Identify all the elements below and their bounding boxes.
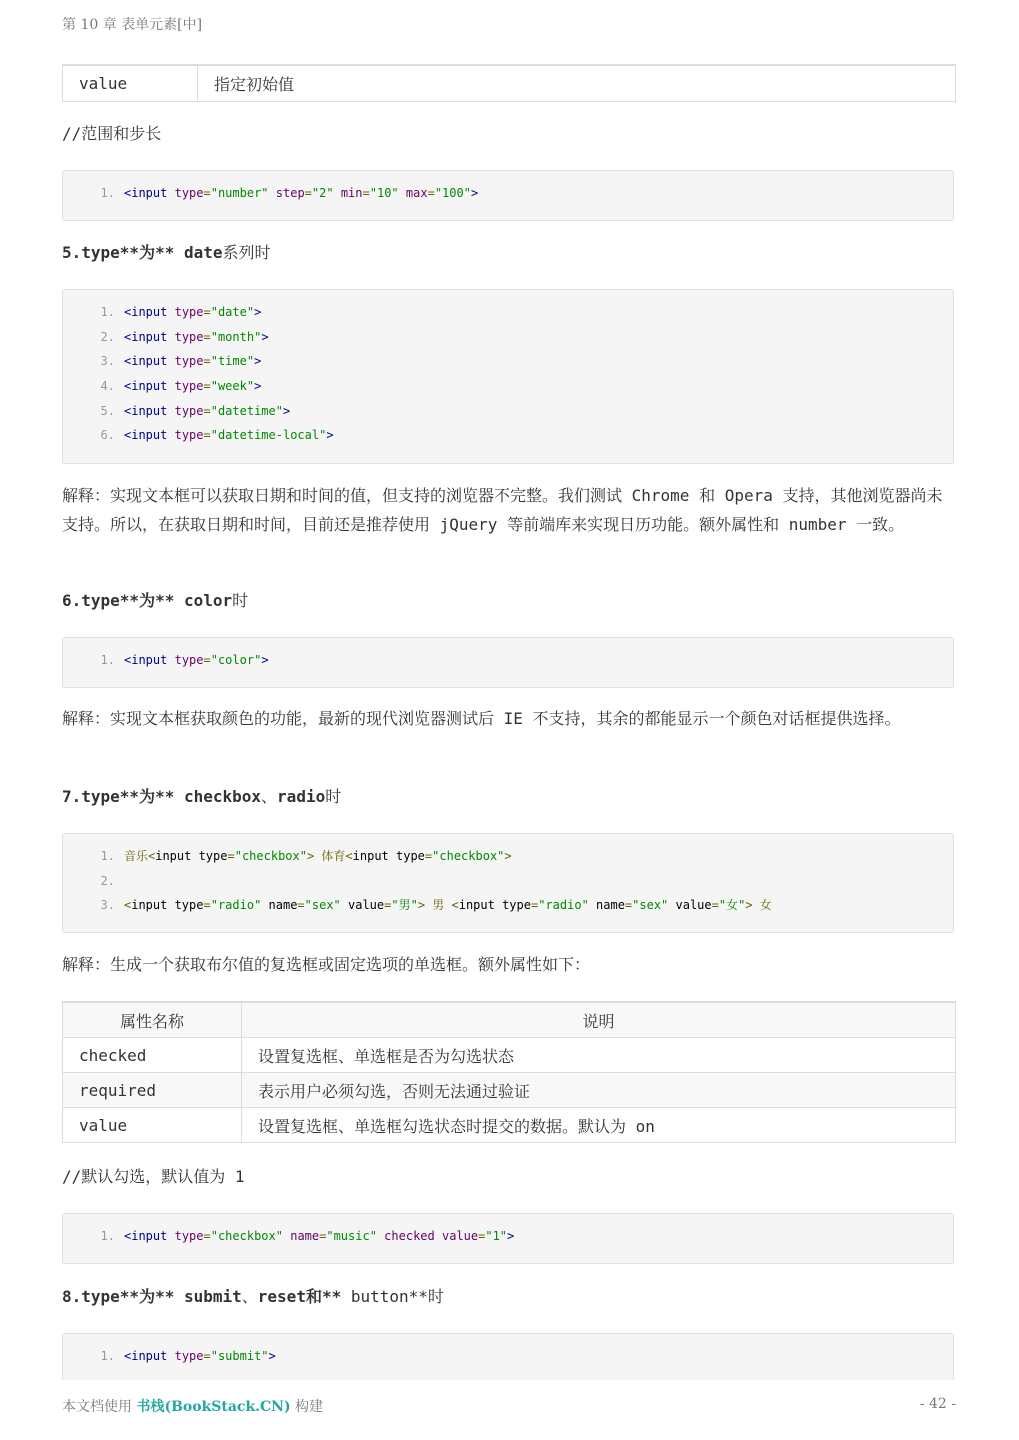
code-token: "10" [369,186,399,200]
code-token: > [254,379,262,394]
code-line [63,374,953,399]
table-row [63,1073,956,1108]
code-token: min [340,186,363,200]
attr-name-cell: required [63,1073,242,1108]
code-token [167,428,174,442]
code-token: <input [124,186,168,200]
code-block-date [62,289,954,464]
heading-date-prefix: 5.type**为** date [62,243,223,262]
code-token: "100" [434,186,471,200]
attr-name-cell: value [63,65,198,101]
code-token: checked [384,1229,435,1243]
code-token [167,404,174,418]
explain-checkbox: 解释：生成一个获取布尔值的复选框或固定选项的单选框。额外属性如下： [62,955,591,974]
code-token: input type [155,849,228,863]
code-line [63,423,953,448]
code-token: value [668,898,712,913]
code-token: <input [124,653,168,667]
code-token [167,186,174,200]
code-token: "checkbox" [432,849,505,863]
code-token: type [174,428,204,443]
code-token: type [174,329,204,344]
code-block-checked [62,1213,954,1264]
line-number: 1. [100,849,115,863]
code-token [334,186,341,200]
code-token: <input [124,403,168,418]
code-token [167,330,174,344]
heading-checkbox-radio: radio [277,787,326,806]
attr-desc-cell: 指定初始值 [198,65,956,101]
explain-color: 解释：实现文本框获取颜色的功能，最新的现代浏览器测试后 IE 不支持，其余的都能显示一个颜色对话框提供选择。 [62,709,901,728]
code-token: "radio" [538,898,589,913]
line-number: 1. [100,1349,115,1363]
code-token: = [624,898,633,913]
line-number: 2. [100,329,115,344]
attr-desc-cell: 设置复选框、单选框是否为勾选状态 [242,1038,956,1073]
code-token: max [405,186,428,200]
code-token: > [507,1229,515,1243]
code-line [63,349,953,374]
code-token: "sex" [632,898,669,913]
attr-name-cell: value [63,1108,242,1143]
heading-submit-sep: 、 [241,1287,258,1306]
heading-checkbox-prefix: 7.type**为** checkbox [62,787,262,806]
code-token: value [441,1229,479,1243]
attribute-table [62,1001,956,1143]
code-token: > [254,305,262,319]
code-line [63,844,953,869]
heading-color [62,588,248,611]
code-token [435,1229,442,1243]
code-token: "2" [311,186,334,200]
line-number: 1. [100,1229,115,1243]
heading-submit-prefix: 8.type**为** submit [62,1287,242,1306]
footer-prefix: 本文档使用 [62,1399,137,1415]
code-token: = [203,653,211,667]
code-token: "month" [210,329,262,344]
code-token: <input [124,305,168,319]
code-token: input type [458,898,531,913]
code-line [63,1344,953,1369]
code-line [63,300,953,325]
code-token: "submit" [210,1349,269,1363]
code-token: = [203,354,211,369]
code-token: > [470,186,479,200]
code-token: "checkbox" [234,849,307,863]
code-token: step [275,186,305,200]
code-token: <input [124,1349,168,1363]
code-token: "time" [210,354,255,369]
code-token: = [203,428,211,443]
line-number: 5. [100,403,115,418]
code-token: = [424,849,433,863]
code-token: "music" [326,1229,377,1243]
chapter-header: 第 10 章 表单元素[中] [62,17,203,33]
line-number: 6. [100,428,115,443]
code-token [167,1229,174,1243]
code-token: <input [124,428,168,443]
footer-brand-link[interactable]: 书栈(BookStack.CN) [136,1399,291,1415]
code-token: "color" [210,653,262,667]
code-token [167,653,174,667]
line-number: 1. [100,186,115,200]
code-line [63,399,953,424]
code-line [63,1224,953,1249]
code-token: = [530,898,539,913]
code-token: "datetime" [210,403,283,418]
code-line [63,648,953,673]
code-line [63,869,953,894]
heading-submit-and: 和** [305,1287,342,1306]
code-token: = [427,186,435,200]
code-token: type [174,379,204,394]
code-token: > 体育< [306,849,353,863]
heading-date [62,240,271,263]
heading-submit [62,1284,444,1307]
attr-desc-cell: 设置复选框、单选框勾选状态时提交的数据。默认为 on [242,1108,956,1143]
page-number: - 42 - [919,1396,956,1412]
code-token: > [254,354,262,369]
code-token: "week" [210,379,255,394]
code-token: name [588,898,625,913]
heading-checkbox-suffix: 时 [325,787,342,806]
code-token: = [304,186,312,200]
attribute-table-top [62,64,956,102]
code-token: <input [124,379,168,394]
code-token [167,1349,174,1363]
code-token: < [124,898,132,913]
code-token: "datetime-local" [210,428,327,443]
code-token: "1" [485,1229,508,1243]
code-token: type [174,1349,204,1363]
code-token: = [384,898,392,913]
code-token: > [326,428,334,443]
code-token: "date" [210,305,255,319]
code-line [63,181,953,206]
code-token: input type [352,849,425,863]
code-token: = [227,849,235,863]
code-token: "女" [718,898,746,913]
code-token [167,354,174,368]
code-token: = [711,898,719,913]
code-token [167,379,174,393]
heading-date-suffix: 系列时 [222,243,271,262]
code-token: name [290,1229,320,1243]
code-token: "sex" [304,898,341,913]
code-token: type [174,403,204,418]
code-token: type [174,1229,204,1243]
code-token: value [340,898,385,913]
code-token: "checkbox" [210,1229,283,1243]
heading-submit-reset: reset [257,1287,306,1306]
code-token: "number" [210,186,269,200]
code-token: = [319,1229,327,1243]
code-token: = [203,379,211,394]
code-token: = [203,186,211,200]
code-token [269,186,276,200]
code-token: = [203,1349,211,1363]
line-number: 4. [100,379,115,394]
table-row [63,1108,956,1143]
code-token: "radio" [210,898,262,913]
code-line [63,893,953,918]
code-token: type [174,186,204,200]
table-header-desc: 说明 [242,1002,956,1038]
explain-date: 解释：实现文本框可以获取日期和时间的值，但支持的浏览器不完整。我们测试 Chrome 和 Opera 支持，其他浏览器尚未支持。所以，在获取日期和时间，目前还是推荐使用 jQuery 等前端库来实现日历功能。额外属性和 number 一致。 [62,486,943,534]
code-token: = [297,898,305,913]
line-number: 3. [100,354,115,369]
code-token: = [203,329,211,344]
code-token: > 男 < [417,898,459,913]
code-token: input type [131,898,204,913]
code-token: > [504,849,512,863]
heading-color-prefix: 6.type**为** color [62,591,233,610]
comment-checked: //默认勾选，默认值为 1 [62,1167,245,1186]
code-token [399,186,406,200]
line-number: 2. [100,873,115,888]
code-token: = [203,1229,211,1243]
heading-submit-button: button**时 [341,1287,444,1306]
table-header-name: 属性名称 [63,1002,242,1038]
code-token: > [268,1349,276,1363]
code-token: <input [124,354,168,369]
attr-desc-cell: 表示用户必须勾选，否则无法通过验证 [242,1073,956,1108]
code-line [63,325,953,350]
code-token: <input [124,329,168,344]
code-token: = [478,1229,486,1243]
line-number: 3. [100,898,115,913]
code-block-submit [62,1333,954,1380]
code-token: > [282,403,291,418]
code-block-range [62,170,954,221]
comment-range: //范围和步长 [62,124,162,143]
code-token: name [261,898,298,913]
line-number: 1. [100,653,115,667]
code-token: > [261,653,269,667]
table-row [63,1038,956,1073]
code-token: = [203,898,211,913]
code-token: > 女 [745,898,772,913]
footer-suffix: 构建 [290,1399,324,1415]
code-token: type [174,653,204,667]
code-token: type [174,305,204,319]
heading-checkbox [62,784,341,807]
code-token: type [174,354,204,369]
code-token: 音乐< [124,849,156,863]
code-token: "男" [391,898,418,913]
code-token: = [203,305,211,319]
code-token: <input [124,1229,168,1243]
heading-checkbox-sep: 、 [261,787,278,806]
code-block-color [62,637,954,688]
line-number: 1. [100,305,115,319]
code-token [167,305,174,319]
code-token: = [362,186,370,200]
code-token: > [261,329,269,344]
attr-name-cell: checked [63,1038,242,1073]
code-block-checkbox [62,833,954,933]
heading-color-suffix: 时 [232,591,249,610]
code-token: = [203,403,211,418]
footer [62,1396,323,1416]
